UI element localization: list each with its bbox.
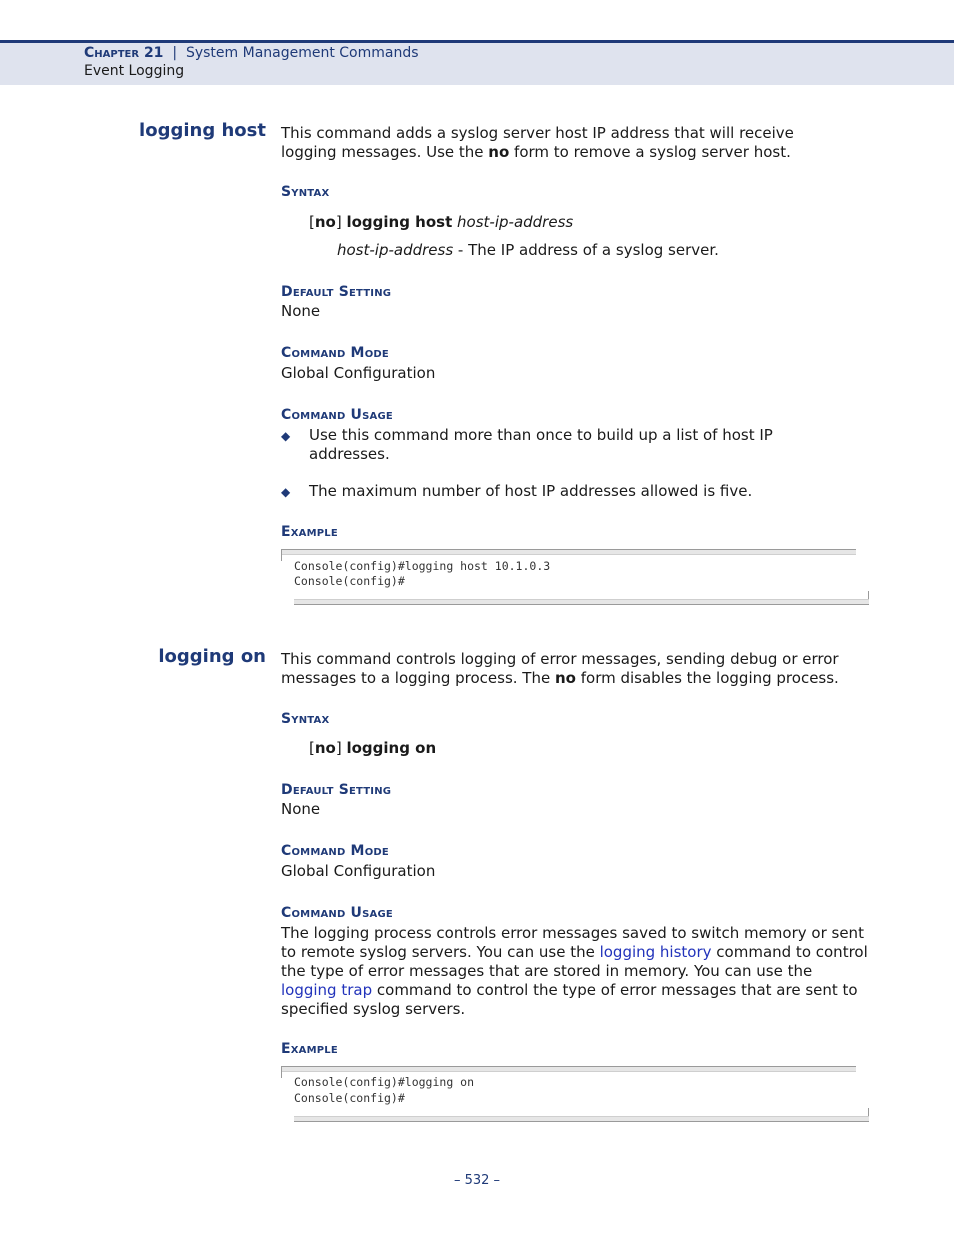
code-box-top-border [281,1066,856,1072]
default-setting-value: None [281,800,321,818]
chapter-title: System Management Commands [185,45,419,61]
syntax-line: [no] logging host host-ip-address [309,213,574,231]
command-mode-value: Global Configuration [281,364,436,382]
code-box-bottom-border [294,1116,869,1122]
logging-trap-link[interactable]: logging trap [281,981,373,999]
usage-bullet: The maximum number of host IP addresses allowed is five. [309,482,753,500]
example-heading: Example [281,524,338,540]
code-example-box [281,549,869,605]
command-title-logging-on: logging on [158,646,266,667]
default-setting-heading: Default Setting [281,284,392,300]
command-mode-heading: Command Mode [281,345,389,361]
running-header-chapter [84,45,419,61]
default-setting-value: None [281,302,321,320]
code-line: Console(config)#logging host 10.1.0.3 [294,559,551,573]
usage-paragraph: The logging process controls error messages saved to switch memory or sent to remote syslog servers. You can use the logging history command to control the type of error messages that are stored in memory. You can use the logging trap command to control the type of error messages that are sent to specified syslog servers. [281,924,868,1018]
header-separator: | [172,45,178,61]
command-usage-heading: Command Usage [281,905,393,921]
code-line: Console(config)# [294,574,405,588]
default-setting-heading: Default Setting [281,782,392,798]
command-usage-heading: Command Usage [281,407,393,423]
usage-bullet: Use this command more than once to build up a list of host IP addresses. [309,426,773,463]
chapter-label: Chapter 21 [84,45,164,61]
code-box-left-border [281,549,282,561]
syntax-line: [no] logging on [309,739,437,757]
code-box-left-border [281,1066,282,1078]
command-description: This command adds a syslog server host IP address that will receive logging messages. Use the no form to remove a syslog server host. [281,124,794,161]
example-heading: Example [281,1041,338,1057]
command-mode-heading: Command Mode [281,843,389,859]
syntax-heading: Syntax [281,184,330,200]
code-box-bottom-border [294,599,869,605]
syntax-heading: Syntax [281,711,330,727]
code-line: Console(config)# [294,1091,405,1105]
running-header-section: Event Logging [84,63,185,79]
command-title-logging-host: logging host [139,120,266,141]
page-number: – 532 – [453,1173,501,1188]
command-mode-value: Global Configuration [281,862,436,880]
parameter-description: host-ip-address - The IP address of a syslog server. [337,241,719,259]
code-box-top-border [281,549,856,555]
diamond-bullet-icon: ◆ [281,429,291,443]
command-description: This command controls logging of error messages, sending debug or error messages to a logging process. The no form disables the logging process. [281,650,839,687]
code-example-box [281,1066,869,1122]
logging-history-link[interactable]: logging history [599,943,712,961]
code-line: Console(config)#logging on [294,1075,475,1089]
diamond-bullet-icon: ◆ [281,485,291,499]
